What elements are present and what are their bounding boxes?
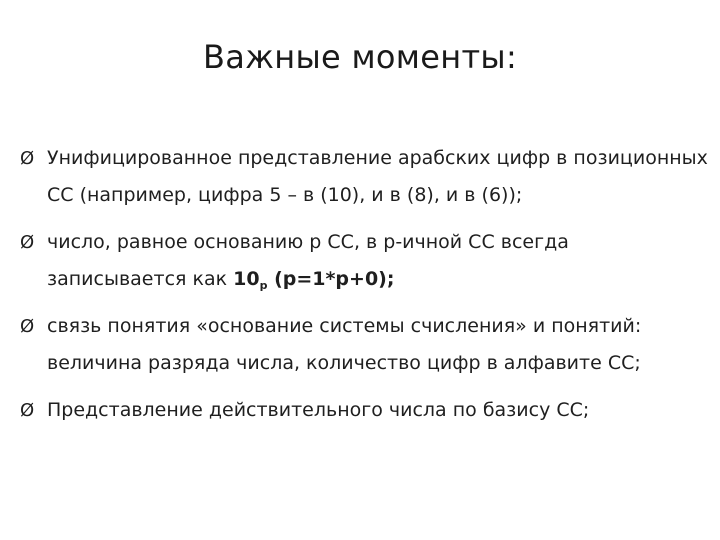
bullet-text: число, равное основанию p СС, в p-ичной СС всегда записывается как bbox=[47, 231, 569, 290]
bold-formula: (p=1*p+0); bbox=[267, 268, 395, 290]
bullet-item-base-concept bbox=[20, 308, 710, 382]
arrowhead-bullet-icon: Ø bbox=[20, 400, 35, 421]
bullet-list bbox=[20, 140, 710, 439]
bullet-item-unified-digits bbox=[20, 140, 710, 214]
arrowhead-bullet-icon: Ø bbox=[20, 148, 35, 169]
bullet-text: Унифицированное представление арабских цифр в позиционных СС (например, цифра 5 – в (10), и в (8), и в (6)); bbox=[47, 147, 708, 206]
bullet-text: Представление действительного числа по базису СС; bbox=[47, 399, 590, 421]
bold-subscript: p bbox=[259, 279, 268, 292]
arrowhead-bullet-icon: Ø bbox=[20, 232, 35, 253]
bullet-text: связь понятия «основание системы счисления» и понятий: величина разряда числа, количество цифр в алфавите СС; bbox=[47, 315, 642, 374]
slide-title: Важные моменты: bbox=[202, 38, 518, 76]
arrowhead-bullet-icon: Ø bbox=[20, 316, 35, 337]
bold-number: 10 bbox=[233, 268, 260, 290]
bullet-item-base-number bbox=[20, 224, 710, 298]
bullet-item-real-number bbox=[20, 392, 710, 429]
